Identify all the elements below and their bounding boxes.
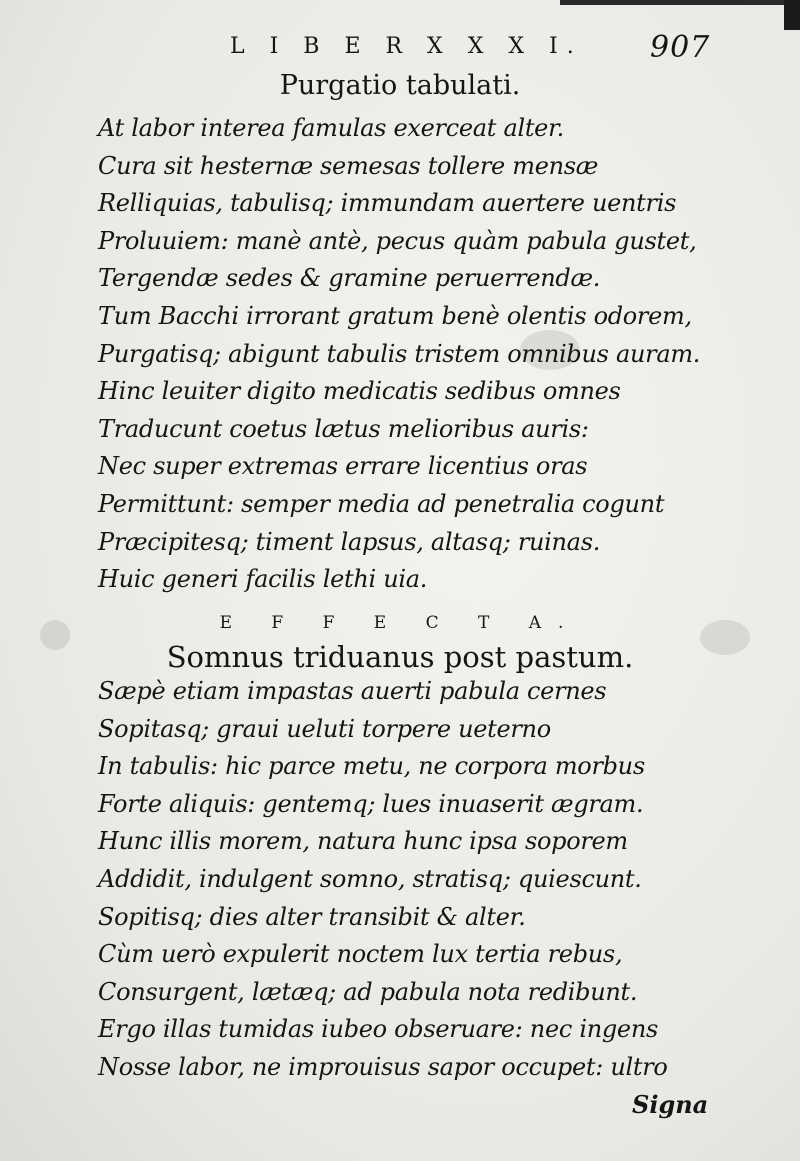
verse-line: Purgatisq; abigunt tabulis tristem omnibus auram.: [98, 339, 701, 368]
verse-line: Traducunt coetus lætus melioribus auris:: [98, 414, 589, 443]
catchword: Signa: [632, 1090, 709, 1119]
verse-line: Sopitasq; graui ueluti torpere ueterno: [98, 714, 551, 743]
verse-line: Cura sit hesternæ semesas tollere mensæ: [98, 151, 599, 180]
verse-line: Huic generi facilis lethi uia.: [98, 565, 428, 594]
verse-line: Hunc illis morem, natura hunc ipsa soporem: [98, 827, 628, 856]
verse-line: Ergo illas tumidas iubeo obseruare: nec ingens: [98, 1015, 659, 1044]
section-heading: Somnus triduanus post pastum.: [166, 640, 634, 674]
verse-line: In tabulis: hic parce metu, ne corpora morbus: [98, 752, 645, 781]
verse-line: Hinc leuiter digito medicatis sedibus omnes: [98, 377, 621, 406]
verse-block: [98, 673, 668, 1087]
verse-line: Tum Bacchi irrorant gratum benè olentis odorem,: [98, 301, 692, 330]
running-head: L I B E R X X X I.: [230, 34, 583, 59]
page-top-edge: [560, 0, 800, 5]
verse-line: Proluuiem: manè antè, pecus quàm pabula gustet,: [98, 226, 697, 255]
verse-line: Relliquias, tabulisq; immundam auertere uentris: [98, 189, 677, 218]
verse-line: At labor interea famulas exerceat alter.: [98, 114, 564, 142]
verse-line: Consurgent, lætæq; ad pabula nota redibunt.: [98, 977, 638, 1006]
section-heading: Purgatio tabulati.: [279, 70, 521, 101]
verse-line: Sopitisq; dies alter transibit & alter.: [98, 902, 526, 931]
verse-line: Cùm uerò expulerit noctem lux tertia rebus,: [98, 940, 623, 969]
section-subhead: E F F E C T A.: [219, 613, 581, 633]
verse-line: Sæpè etiam impastas auerti pabula cernes: [98, 677, 607, 705]
verse-line: Forte aliquis: gentemq; lues inuaserit ægram.: [98, 789, 644, 818]
verse-line: Tergendæ sedes & gramine peruerrendæ.: [98, 264, 601, 293]
verse-line: Addidit, indulgent somno, stratisq; quiescunt.: [98, 864, 642, 893]
page-corner-shadow: [784, 0, 800, 30]
verse-line: Præcipitesq; timent lapsus, altasq; ruinas.: [98, 527, 601, 556]
verse-line: Nec super extremas errare licentius oras: [98, 452, 588, 481]
verse-line: Nosse labor, ne improuisus sapor occupet: ultro: [98, 1052, 668, 1081]
verse-block: [98, 110, 700, 599]
page-number: 907: [650, 30, 711, 65]
verse-line: Permittunt: semper media ad penetralia cogunt: [98, 489, 665, 518]
